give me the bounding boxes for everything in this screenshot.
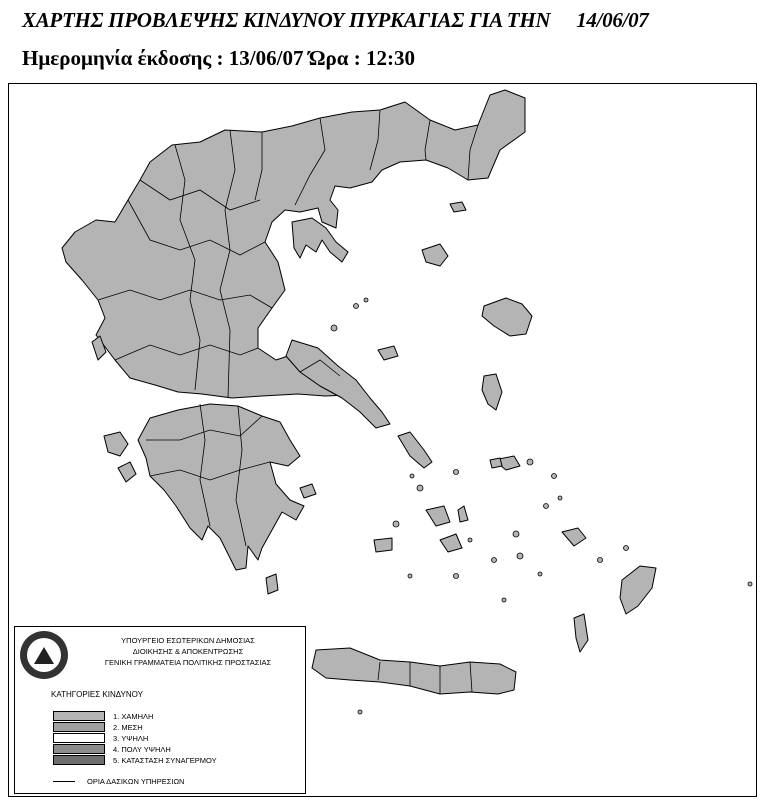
label-high: 3. ΥΨΗΛΗ [113,733,149,743]
label-medium: 2. ΜΕΣΗ [113,722,143,732]
region-chios [482,374,502,410]
region-peloponnese [138,404,304,570]
swatch-alert [53,755,105,765]
triangle-icon [34,647,54,664]
label-boundaries: ΟΡΙΑ ΔΑΣΙΚΩΝ ΥΠΗΡΕΣΙΩΝ [87,776,185,786]
ministry-line-1: ΥΠΟΥΡΓΕΙΟ ΕΣΩΤΕΡΙΚΩΝ ΔΗΜΟΣΙΑΣ [121,636,255,645]
region-chalkidiki [292,218,348,262]
swatch-low [53,711,105,721]
swatch-very-high [53,744,105,754]
region-lesvos [482,298,532,336]
region-karpathos [574,614,588,652]
label-alert: 5. ΚΑΤΑΣΤΑΣΗ ΣΥΝΑΓΕΡΜΟΥ [113,755,217,765]
forecast-date: 14/06/07 [576,8,649,32]
region-skiathos [378,346,398,360]
civil-protection-emblem [20,631,68,679]
region-zakynthos [118,462,136,482]
legend-row-low [53,711,153,721]
ministry-line-3: ΓΕΝΙΚΗ ΓΡΑΜΜΑΤΕΙΑ ΠΟΛΙΤΙΚΗΣ ΠΡΟΣΤΑΣΙΑΣ [104,658,272,667]
region-andros [374,538,392,552]
issue-date-time: Ημερομηνία έκδοσης : 13/06/07 Ώρα : 12:30 [22,46,415,70]
region-samothraki [490,458,502,468]
region-kythira [266,574,278,594]
islets [331,298,752,714]
label-low: 1. ΧΑΜΗΛΗ [113,711,154,721]
region-naxos [426,506,450,526]
region-rhodes [620,566,656,614]
region-ikaria [398,432,432,468]
legend-panel [14,626,306,794]
region-kefalonia [104,432,128,456]
legend-row-alert [53,755,217,765]
label-very-high: 4. ΠΟΛΥ ΥΨΗΛΗ [113,744,171,754]
region-thasos [450,202,466,212]
legend-row-high [53,733,148,743]
region-limnos [422,244,448,266]
risk-categories-title: ΚΑΤΗΓΟΡΙΕΣ ΚΙΝΔΥΝΟΥ [51,690,143,699]
ministry-block [75,635,301,668]
title-text: ΧΑΡΤΗΣ ΠΡΟΒΛΕΨΗΣ ΚΙΝΔΥΝΟΥ ΠΥΡΚΑΓΙΑΣ ΓΙΑ ΤΗΝ [22,8,551,32]
swatch-high [53,733,105,743]
region-salamina-aegina [300,484,316,498]
legend-row-very-high [53,744,171,754]
region-kos [562,528,586,546]
legend-row-medium [53,722,143,732]
swatch-medium [53,722,105,732]
region-crete [312,648,516,694]
ministry-line-2: ΔΙΟΙΚΗΣΗΣ & ΑΠΟΚΕΝΤΡΩΣΗΣ [132,647,244,656]
region-paros [440,534,462,552]
region-ithaca [458,506,468,522]
boundary-line-sample [53,781,75,782]
emblem-inner [27,638,61,672]
legend-row-boundaries [39,776,184,786]
